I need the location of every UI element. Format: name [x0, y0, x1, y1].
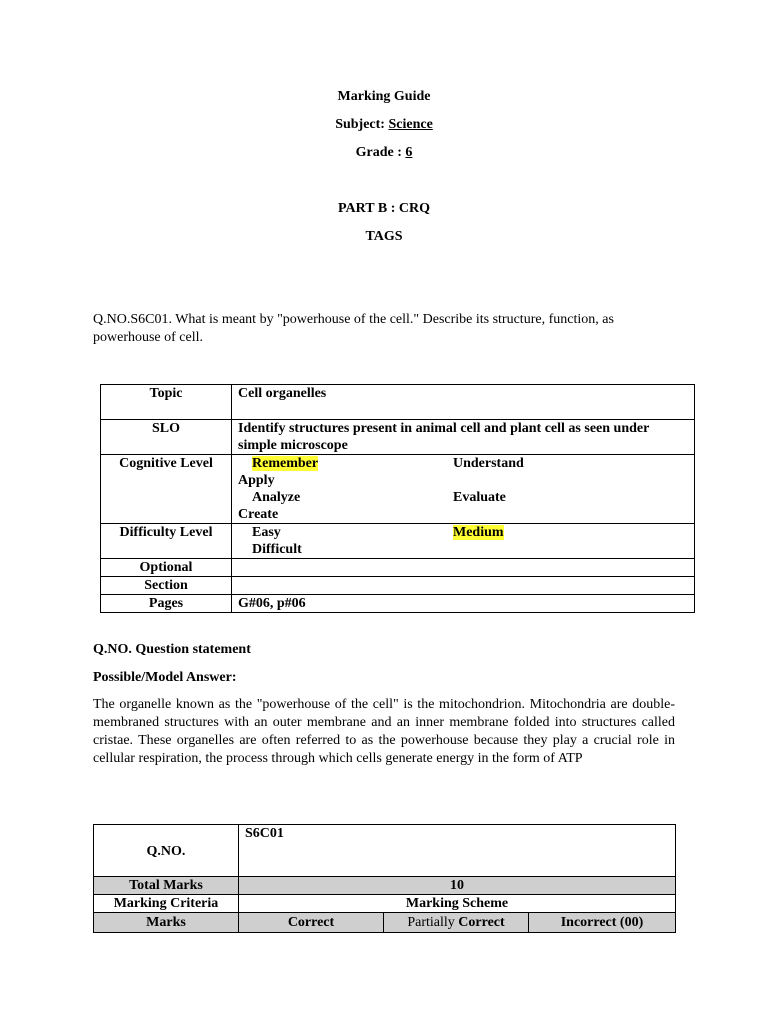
subject-value: Science: [388, 117, 433, 132]
tags-heading: TAGS: [365, 229, 403, 244]
difficulty-label: Difficulty Level: [101, 524, 232, 559]
model-answer-text: The organelle known as the "powerhouse of the cell" is the mitochondrion. Mitochondria are double-membraned structures with an outer membrane and an inner membrane folded into structures called cristae. These organelles are often referred to as the powerhouse because they play a crucial role in cellular respiration, the process through which cells generate energy in the form of ATP: [93, 697, 675, 766]
incorrect-label: Incorrect (00): [529, 913, 676, 933]
cognitive-option-create: Create: [238, 507, 279, 522]
section-label: Section: [101, 577, 232, 595]
question-text: Q.NO.S6C01. What is meant by "powerhouse of the cell." Describe its structure, function, as powerhouse of cell.: [93, 312, 614, 345]
optional-row: [101, 559, 695, 577]
difficulty-option-medium: Medium: [453, 525, 504, 540]
difficulty-option-difficult: Difficult: [252, 542, 302, 557]
partially-prefix: Partially: [407, 915, 455, 930]
pages-value: G#06, p#06: [232, 595, 695, 613]
partially-correct-text: Correct: [458, 915, 505, 930]
grade-value: 6: [405, 145, 413, 160]
subject-line: [0, 116, 768, 134]
cognitive-label: Cognitive Level: [101, 455, 232, 524]
difficulty-options: [232, 524, 695, 559]
correct-label: Correct: [239, 913, 384, 933]
part-heading: PART B : CRQ: [338, 201, 430, 216]
grade-line: [0, 144, 768, 162]
section-value: [232, 577, 695, 595]
marks-label: Marks: [94, 913, 239, 933]
difficulty-option-easy: Easy: [252, 525, 281, 540]
topic-label: Topic: [101, 385, 232, 420]
partially-correct-label: [384, 913, 529, 933]
qno-label: Q.NO.: [94, 825, 239, 877]
optional-value: [232, 559, 695, 577]
marking-criteria-row: [94, 895, 676, 913]
marks-row: [94, 913, 676, 933]
cognitive-option-analyze: Analyze: [252, 490, 301, 505]
section-row: [101, 577, 695, 595]
subject-label: Subject:: [335, 117, 385, 132]
pages-label: Pages: [101, 595, 232, 613]
grade-label: Grade :: [355, 145, 402, 160]
cognitive-option-remember: Remember: [252, 456, 319, 471]
total-marks-value: 10: [239, 877, 676, 895]
model-answer-heading: Possible/Model Answer:: [93, 670, 237, 685]
slo-row: [101, 420, 695, 455]
marking-scheme-label: Marking Scheme: [239, 895, 676, 913]
pages-row: [101, 595, 695, 613]
topic-value: Cell organelles: [232, 385, 695, 420]
optional-label: Optional: [101, 559, 232, 577]
difficulty-row: [101, 524, 695, 559]
marking-criteria-label: Marking Criteria: [94, 895, 239, 913]
total-marks-label: Total Marks: [94, 877, 239, 895]
cognitive-options: [232, 455, 695, 524]
cognitive-option-apply: Apply: [238, 473, 275, 488]
topic-row: [101, 385, 695, 420]
qno-value: S6C01: [239, 825, 676, 877]
slo-label: SLO: [101, 420, 232, 455]
cognitive-option-evaluate: Evaluate: [453, 490, 506, 505]
total-marks-row: [94, 877, 676, 895]
tags-table: [100, 384, 695, 613]
cognitive-option-understand: Understand: [453, 456, 524, 471]
slo-value: Identify structures present in animal cell and plant cell as seen under simple microscope: [232, 420, 695, 455]
question-statement-heading: Q.NO. Question statement: [93, 642, 251, 657]
qno-row: [94, 825, 676, 877]
document-title: Marking Guide: [337, 89, 431, 104]
cognitive-row: [101, 455, 695, 524]
marking-table: [93, 824, 676, 933]
